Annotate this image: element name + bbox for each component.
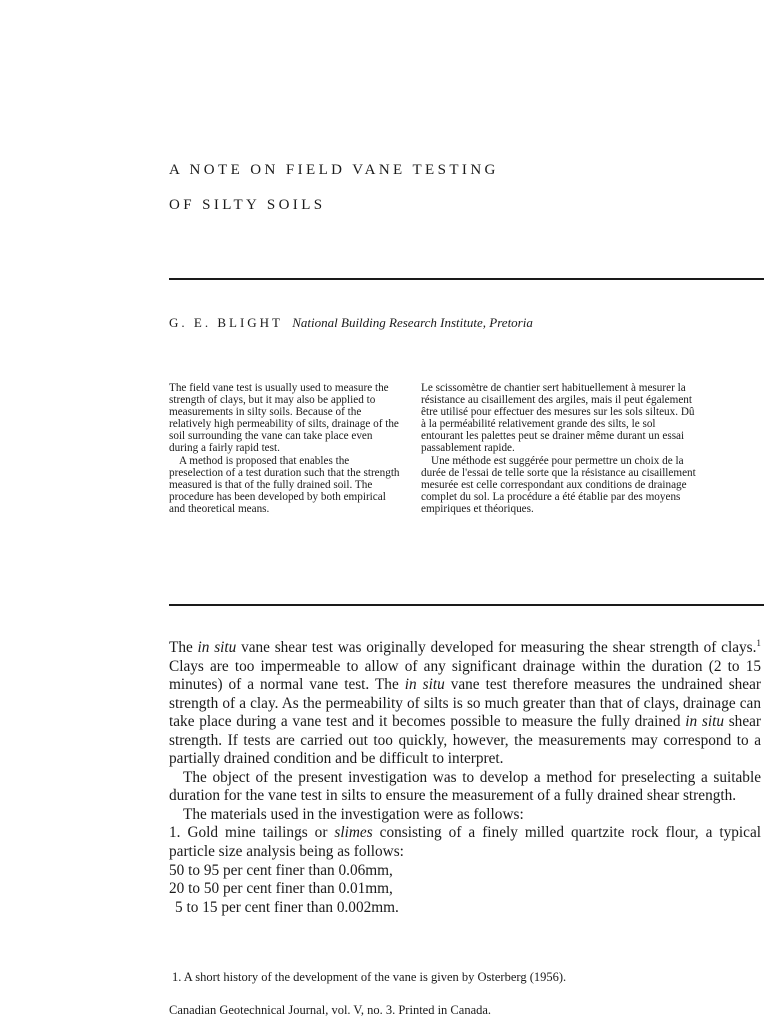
text-span: shear strength. If tests are carried out too quickly, however, the measurements may correspond to a partially drained condition and be difficult to interpret. (169, 713, 761, 768)
body-paragraph-1 (169, 639, 761, 769)
author-line (169, 315, 533, 331)
italic-term: in situ (685, 713, 724, 731)
text-span: vane shear test was originally developed for measuring the shear strength of clays. (236, 639, 757, 656)
abstract-en-paragraph-2: A method is proposed that enables the preselection of a test duration such that the strength measured is that of the fully drained soil. The procedure has been developed by both empirical and theoretical means. (169, 454, 400, 515)
size-range-2: 20 to 50 per cent finer than 0.01mm, (169, 880, 393, 898)
text-span: Clays are too impermeable to allow of any significant drainage within the duration (2 to 15 minutes) of a normal vane test. The (169, 657, 761, 694)
text-span: The (169, 639, 198, 656)
text-span: 1. Gold mine tailings or (169, 824, 335, 842)
italic-term: slimes (334, 824, 373, 842)
abstract-en-paragraph-1: The field vane test is usually used to measure the strength of clays, but it may also be applied to measurements in silty soils. Because of the relatively high permeability of silts, drainage of the soil surrounding the vane can take place even during a fairly rapid test. (169, 382, 399, 455)
size-range-1: 50 to 95 per cent finer than 0.06mm, (169, 861, 393, 879)
abstract-fr-paragraph-2: Une méthode est suggérée pour permettre un choix de la durée de l'essai de telle sorte que la résistance au cisaillement mesurée est celle correspondant aux conditions de drainage complet du sol. La procédure a été établie par des moyens empiriques et théoriques. (421, 454, 696, 515)
text-span: vane test therefore measures the undrained shear strength of a clay. As the permeability of silts is so much greater than that of clays, drainage can take place during a vane test and it becomes possible to measure the fully drained (169, 676, 761, 731)
abstract-english (169, 382, 404, 515)
size-range-3: 5 to 15 per cent finer than 0.002mm. (175, 898, 399, 916)
body-paragraph-3: The materials used in the investigation were as follows: (183, 805, 524, 823)
body-text (169, 639, 761, 917)
title-line-1: A NOTE ON FIELD VANE TESTING (169, 162, 499, 178)
footnote: 1. A short history of the development of the vane is given by Osterberg (1956). (172, 970, 567, 984)
abstract-french (421, 382, 696, 515)
italic-term: in situ (404, 676, 445, 694)
footnote-marker: 1 (756, 637, 762, 648)
italic-term: in situ (197, 639, 237, 656)
top-divider (169, 278, 764, 280)
journal-imprint: Canadian Geotechnical Journal, vol. V, no. 3. Printed in Canada. (169, 1003, 492, 1017)
abstract-fr-paragraph-1: Le scissomètre de chantier sert habituellement à mesurer la résistance au cisaillement des argiles, mais il peut également être utilisé pour effectuer des mesures sur les sols silteux. Dû à la perméabilité relativement grande des silts, le sol entourant les palettes peut se drainer même durant un essai passablement rapide. (421, 382, 695, 455)
title-line-2: OF SILTY SOILS (169, 197, 326, 213)
author-name: G. E. BLIGHT (169, 315, 283, 330)
bottom-divider (169, 604, 764, 606)
materials-item-1 (169, 824, 761, 861)
text-span: consisting of a finely milled quartzite rock flour, a typical particle size analysis being as follows: (169, 824, 761, 861)
author-institution: National Building Research Institute, Pretoria (292, 315, 533, 330)
body-paragraph-2: The object of the present investigation was to develop a method for preselecting a suitable duration for the vane test in silts to ensure the measurement of a fully drained shear strength. (169, 768, 761, 805)
